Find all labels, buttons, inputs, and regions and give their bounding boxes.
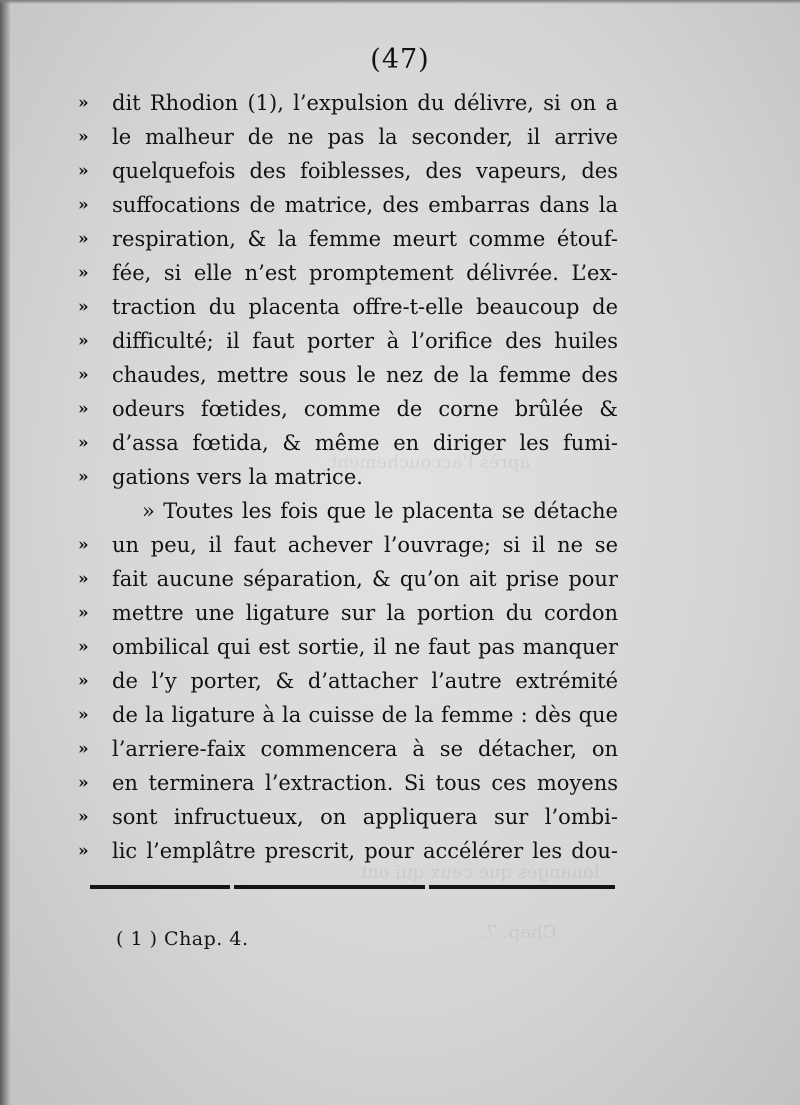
line-text: de l’y porter, & d’attacher l’autre extrémité bbox=[112, 669, 618, 693]
text-line bbox=[78, 664, 618, 698]
line-text: difficulté; il faut porter à l’orifice des huiles bbox=[112, 329, 618, 353]
text-line bbox=[78, 494, 618, 528]
quote-mark: » bbox=[78, 671, 89, 691]
text-line bbox=[78, 732, 618, 766]
page-left-edge-shadow bbox=[0, 0, 10, 1105]
line-text: dit Rhodion (1), l’expulsion du délivre, si on a bbox=[112, 91, 618, 115]
quote-mark: » bbox=[78, 841, 89, 861]
line-text: quelquefois des foiblesses, des vapeurs, des bbox=[112, 159, 618, 183]
quote-mark: » bbox=[78, 467, 89, 487]
line-text: mettre une ligature sur la portion du cordon bbox=[112, 601, 618, 625]
text-line bbox=[78, 324, 618, 358]
quote-mark: » bbox=[78, 807, 89, 827]
quote-mark: » bbox=[78, 705, 89, 725]
text-line bbox=[78, 596, 618, 630]
text-line bbox=[78, 426, 618, 460]
line-text: traction du placenta offre-t-elle beaucoup de bbox=[112, 295, 618, 319]
quote-mark: » bbox=[78, 773, 89, 793]
text-line bbox=[78, 766, 618, 800]
text-line bbox=[78, 256, 618, 290]
text-line bbox=[78, 120, 618, 154]
quote-mark: » bbox=[78, 297, 89, 317]
quote-mark: » bbox=[78, 603, 89, 623]
footnote: ( 1 ) Chap. 4. bbox=[116, 928, 249, 950]
line-text: odeurs fœtides, comme de corne brûlée & bbox=[112, 397, 618, 421]
quote-mark: » bbox=[78, 161, 89, 181]
line-text: gations vers la matrice. bbox=[112, 465, 363, 489]
quote-mark: » bbox=[78, 195, 89, 215]
text-line bbox=[78, 528, 618, 562]
rule-break bbox=[230, 884, 234, 890]
quote-mark: » bbox=[78, 229, 89, 249]
quote-mark: » bbox=[78, 365, 89, 385]
text-line bbox=[78, 800, 618, 834]
line-text: l’arriere-faix commencera à se détacher, on bbox=[112, 737, 618, 761]
show-through-text: après l’accouchement bbox=[330, 452, 531, 473]
quote-mark: » bbox=[78, 569, 89, 589]
quote-mark: » bbox=[78, 263, 89, 283]
text-line bbox=[78, 392, 618, 426]
quote-mark: » bbox=[78, 535, 89, 555]
page-top-edge-shadow bbox=[0, 0, 800, 4]
show-through-text: Chap. 7. bbox=[480, 922, 557, 943]
line-text: en terminera l’extraction. Si tous ces moyens bbox=[112, 771, 618, 795]
body-text bbox=[78, 86, 618, 868]
page-number: (47) bbox=[370, 44, 430, 75]
quote-mark: » bbox=[78, 433, 89, 453]
text-line bbox=[78, 562, 618, 596]
text-line bbox=[78, 154, 618, 188]
quote-mark: » bbox=[78, 739, 89, 759]
text-line bbox=[78, 222, 618, 256]
quote-mark: » bbox=[78, 637, 89, 657]
text-line bbox=[78, 630, 618, 664]
line-text: le malheur de ne pas la seconder, il arrive bbox=[112, 125, 618, 149]
line-text: suffocations de matrice, des embarras dans la bbox=[112, 193, 618, 217]
text-line bbox=[78, 358, 618, 392]
text-line bbox=[78, 86, 618, 120]
text-line bbox=[78, 834, 618, 868]
line-text: de la ligature à la cuisse de la femme : dès que bbox=[112, 703, 618, 727]
line-text: fait aucune séparation, & qu’on ait prise pour bbox=[112, 567, 618, 591]
line-text: sont infructueux, on appliquera sur l’ombi- bbox=[112, 805, 618, 829]
quote-mark: » bbox=[78, 127, 89, 147]
text-line bbox=[78, 460, 618, 494]
line-text: » Toutes les fois que le placenta se détache bbox=[142, 499, 618, 523]
rule-break bbox=[425, 884, 429, 890]
line-text: fée, si elle n’est promptement délivrée. L’ex- bbox=[112, 261, 618, 285]
line-text: un peu, il faut achever l’ouvrage; si il ne se bbox=[112, 533, 618, 557]
line-text: respiration, & la femme meurt comme étouf- bbox=[112, 227, 618, 251]
text-line bbox=[78, 290, 618, 324]
line-text: d’assa fœtida, & même en diriger les fumi- bbox=[112, 431, 618, 455]
footnote-rule bbox=[90, 885, 615, 889]
line-text: ombilical qui est sortie, il ne faut pas manquer bbox=[112, 635, 618, 659]
text-line bbox=[78, 188, 618, 222]
quote-mark: » bbox=[78, 399, 89, 419]
quote-mark: » bbox=[78, 331, 89, 351]
line-text: lic l’emplâtre prescrit, pour accélérer les dou- bbox=[112, 839, 618, 863]
quote-mark: » bbox=[78, 93, 89, 113]
show-through-text: louangés que ceux qui ont bbox=[360, 862, 600, 883]
text-line bbox=[78, 698, 618, 732]
line-text: chaudes, mettre sous le nez de la femme des bbox=[112, 363, 618, 387]
